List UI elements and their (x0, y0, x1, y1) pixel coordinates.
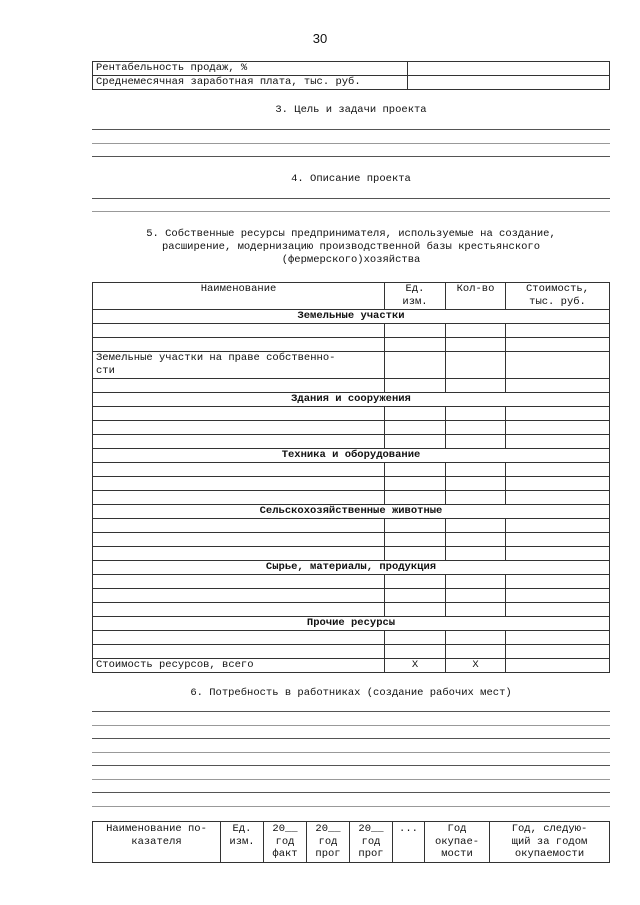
header-line: прог (315, 848, 341, 860)
table-row (93, 491, 610, 505)
group-materials: Сырье, материалы, продукция (93, 561, 610, 575)
row-label: Среднемесячная заработная плата, тыс. руб. (93, 76, 408, 90)
header-line: окупаемости (514, 848, 585, 860)
fill-line (92, 806, 610, 807)
cell[interactable] (385, 547, 446, 561)
resources-table (92, 282, 610, 673)
header-line: год (318, 835, 338, 848)
table-row (93, 324, 610, 338)
cell[interactable] (446, 463, 506, 477)
col-year3-header (350, 822, 393, 863)
header-line: год (361, 835, 381, 848)
group-header-row (93, 393, 610, 407)
cell[interactable] (385, 631, 446, 645)
table-row (93, 547, 610, 561)
cell[interactable] (446, 338, 506, 352)
total-label: Стоимость ресурсов, всего (93, 659, 385, 673)
cell[interactable] (385, 589, 446, 603)
table-row (93, 435, 610, 449)
cell[interactable] (93, 463, 385, 477)
cell[interactable] (446, 547, 506, 561)
col-name-header: Наименование (93, 283, 385, 310)
section5-title (92, 228, 610, 267)
cell[interactable] (506, 645, 610, 659)
cell[interactable] (93, 491, 385, 505)
fill-line (92, 211, 610, 212)
group-animals: Сельскохозяйственные животные (93, 505, 610, 519)
cell[interactable] (506, 463, 610, 477)
col-qty-header: Кол-во (446, 283, 506, 310)
section5-title-line: 5. Собственные ресурсы предпринимателя, используемые на создание, (146, 228, 556, 240)
cell[interactable] (446, 631, 506, 645)
cell[interactable] (506, 477, 610, 491)
cell[interactable] (506, 603, 610, 617)
cell[interactable] (385, 379, 446, 393)
table-row (93, 477, 610, 491)
header-line: Стоимость, (525, 283, 589, 295)
cell[interactable] (506, 491, 610, 505)
cell[interactable] (385, 352, 446, 379)
fill-line (92, 198, 610, 199)
cell[interactable] (385, 477, 446, 491)
cell[interactable] (93, 547, 385, 561)
table-row (93, 407, 610, 421)
cell[interactable] (93, 435, 385, 449)
cell[interactable] (93, 519, 385, 533)
cell[interactable] (93, 324, 385, 338)
col-year1-header (264, 822, 307, 863)
fill-line (92, 156, 610, 157)
table-row (93, 533, 610, 547)
cell[interactable] (446, 575, 506, 589)
table-row (93, 589, 610, 603)
group-header-row (93, 561, 610, 575)
group-header-row (93, 310, 610, 324)
cell[interactable] (446, 589, 506, 603)
header-line: год (275, 835, 295, 848)
header-line: казателя (131, 835, 182, 848)
cell[interactable] (93, 407, 385, 421)
col-ellipsis-header: ... (393, 822, 425, 863)
page-number: 30 (312, 31, 328, 46)
col-cost-header (506, 283, 610, 310)
section6-title: 6. Потребность в работниках (создание рабочих мест) (190, 687, 512, 699)
cell[interactable] (506, 575, 610, 589)
header-line: факт (272, 848, 298, 860)
table-row (93, 62, 610, 76)
group-header-row (93, 617, 610, 631)
cell[interactable] (93, 379, 385, 393)
fill-line (92, 765, 610, 766)
header-line: Год (447, 823, 467, 835)
total-qty: Х (446, 659, 506, 673)
workers-table (92, 821, 610, 863)
cell[interactable] (446, 379, 506, 393)
label-line: сти (96, 365, 115, 377)
section5-title-line: расширение, модернизацию производственной базы крестьянского (161, 241, 541, 253)
cell[interactable] (506, 379, 610, 393)
table-row (93, 76, 610, 90)
table-header-row (93, 822, 610, 863)
cell[interactable] (446, 519, 506, 533)
cell[interactable] (446, 324, 506, 338)
cell[interactable] (93, 575, 385, 589)
group-header-row (93, 505, 610, 519)
fill-line (92, 779, 610, 780)
cell[interactable] (385, 533, 446, 547)
cell[interactable] (93, 631, 385, 645)
cell[interactable] (385, 645, 446, 659)
row-label: Рентабельность продаж, % (93, 62, 408, 76)
table-row (93, 645, 610, 659)
cell[interactable] (506, 519, 610, 533)
table-row (93, 603, 610, 617)
section5-title-line: (фермерского)хозяйства (281, 254, 421, 266)
table-row (93, 631, 610, 645)
fill-line (92, 752, 610, 753)
cell[interactable] (385, 519, 446, 533)
cell[interactable] (93, 421, 385, 435)
cell[interactable] (446, 491, 506, 505)
cell[interactable] (385, 463, 446, 477)
header-line: 20__ (358, 823, 384, 835)
cell[interactable] (446, 421, 506, 435)
group-land: Земельные участки (93, 310, 610, 324)
cell[interactable] (506, 324, 610, 338)
cell[interactable] (506, 589, 610, 603)
header-line: Ед. (232, 823, 252, 835)
cell[interactable] (385, 491, 446, 505)
cell[interactable] (506, 421, 610, 435)
cell[interactable] (93, 477, 385, 491)
cell[interactable] (385, 324, 446, 338)
fill-line (92, 792, 610, 793)
land-owned-label (93, 352, 385, 379)
cell[interactable] (93, 533, 385, 547)
row-value[interactable] (408, 76, 610, 90)
cell[interactable] (506, 435, 610, 449)
fill-line (92, 711, 610, 712)
cell[interactable] (506, 533, 610, 547)
indicators-table (92, 61, 610, 90)
col-unit-header (385, 283, 446, 310)
table-row (93, 379, 610, 393)
header-line: щий за годом (511, 835, 588, 848)
header-line: Год, следую- (511, 823, 588, 835)
group-equipment: Техника и оборудование (93, 449, 610, 463)
cell[interactable] (385, 575, 446, 589)
cell[interactable] (506, 352, 610, 379)
header-line: изм. (229, 835, 255, 848)
col-unit-header (221, 822, 264, 863)
fill-line (92, 738, 610, 739)
cell[interactable] (446, 407, 506, 421)
header-line: Наименование по- (106, 823, 207, 835)
header-line: прог (358, 848, 384, 860)
header-line: Ед. (405, 283, 425, 295)
col-indicator-header (93, 822, 221, 863)
cell[interactable] (93, 603, 385, 617)
table-header-row (93, 283, 610, 310)
table-row (93, 463, 610, 477)
cell[interactable] (385, 435, 446, 449)
section4-title: 4. Описание проекта (291, 173, 411, 185)
cell[interactable] (385, 338, 446, 352)
cell[interactable] (446, 352, 506, 379)
table-row (93, 519, 610, 533)
cell[interactable] (446, 477, 506, 491)
col-year2-header (307, 822, 350, 863)
cell[interactable] (93, 338, 385, 352)
total-cost[interactable] (506, 659, 610, 673)
table-row (93, 338, 610, 352)
cell[interactable] (385, 603, 446, 617)
group-other: Прочие ресурсы (93, 617, 610, 631)
cell[interactable] (385, 407, 446, 421)
cell[interactable] (385, 421, 446, 435)
cell[interactable] (446, 533, 506, 547)
header-line: тыс. руб. (529, 296, 586, 308)
cell[interactable] (93, 645, 385, 659)
row-value[interactable] (408, 62, 610, 76)
cell[interactable] (446, 603, 506, 617)
cell[interactable] (446, 435, 506, 449)
header-line: мости (441, 848, 473, 860)
cell[interactable] (506, 547, 610, 561)
fill-line (92, 725, 610, 726)
cell[interactable] (506, 631, 610, 645)
group-buildings: Здания и сооружения (93, 393, 610, 407)
table-row (93, 352, 610, 379)
cell[interactable] (446, 645, 506, 659)
fill-line (92, 143, 610, 144)
col-after-payback-header (490, 822, 610, 863)
cell[interactable] (506, 407, 610, 421)
group-header-row (93, 449, 610, 463)
header-line: окупае- (434, 835, 480, 848)
header-line: изм. (402, 296, 428, 308)
table-row (93, 575, 610, 589)
label-line: Земельные участки на праве собственно- (96, 352, 336, 364)
fill-line (92, 129, 610, 130)
total-row (93, 659, 610, 673)
col-payback-header (425, 822, 490, 863)
cell[interactable] (506, 338, 610, 352)
table-row (93, 421, 610, 435)
total-unit: Х (385, 659, 446, 673)
section3-title: 3. Цель и задачи проекта (275, 104, 427, 116)
cell[interactable] (93, 589, 385, 603)
header-line: 20__ (315, 823, 341, 835)
header-line: 20__ (272, 823, 298, 835)
